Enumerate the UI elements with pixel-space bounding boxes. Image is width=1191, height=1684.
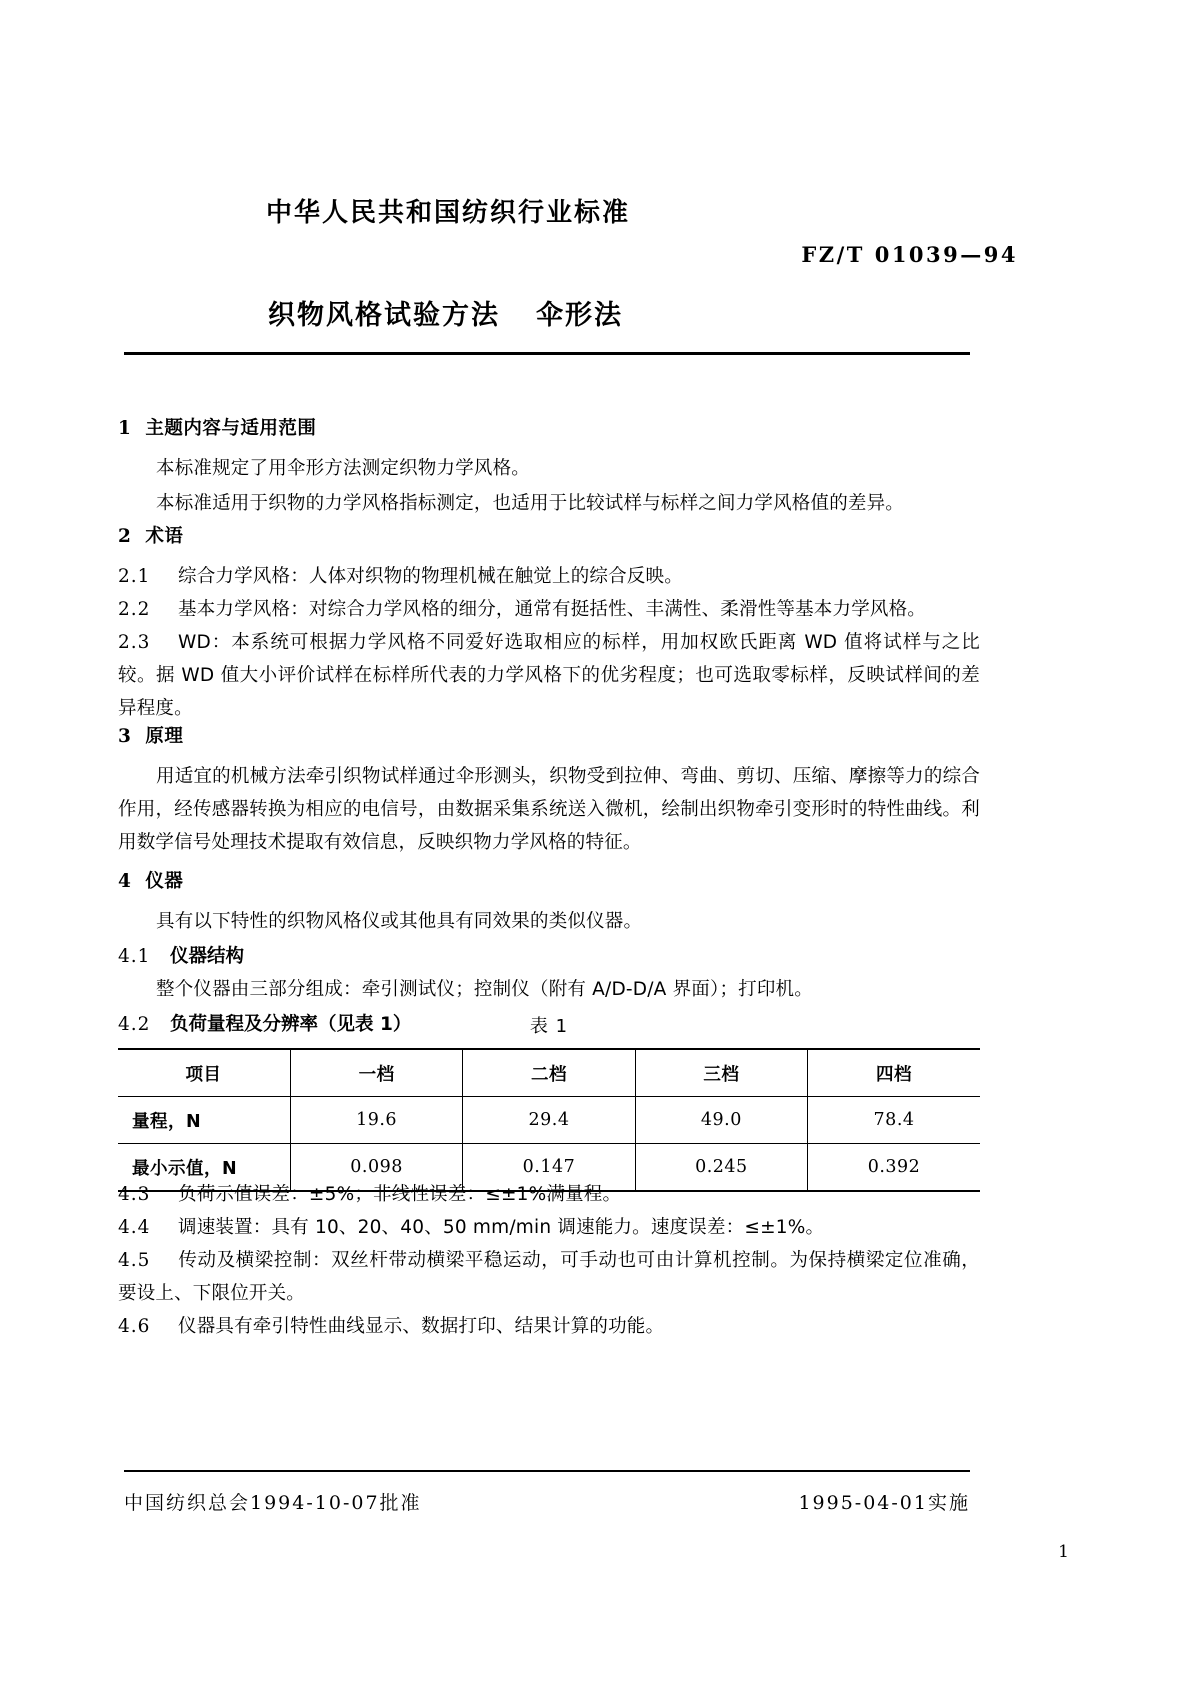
approval-note: 中国纺织总会1994-10-07批准 bbox=[124, 1492, 422, 1514]
issuing-organization: 中华人民共和国纺织行业标准 bbox=[266, 198, 631, 228]
clause-2-3-label: 2.3 bbox=[118, 632, 151, 653]
section-4-paragraph-1: 具有以下特性的织物风格仪或其他具有同效果的类似仪器。 bbox=[156, 911, 643, 932]
section-1-number: 1 bbox=[118, 418, 132, 439]
document-title-sub: 伞形法 bbox=[536, 300, 623, 331]
clause-4-1-text: 整个仪器由三部分组成：牵引测试仪；控制仪（附有 A/D-D/A 界面）；打印机。 bbox=[156, 979, 813, 1000]
table-row-label: 最小示值，N bbox=[118, 1144, 290, 1192]
table-cell: 0.392 bbox=[808, 1144, 980, 1192]
section-2 bbox=[118, 500, 980, 725]
clause-4-5-label: 4.5 bbox=[118, 1250, 151, 1271]
section-1-title: 主题内容与适用范围 bbox=[145, 418, 317, 439]
clause-2-3-text: WD：本系统可根据力学风格不同爱好选取相应的标样，用加权欧氏距离 WD 值将试样与之比较。据 WD 值大小评价试样在标样所代表的力学风格下的优劣程度；也可选取零标样，反映试样间的差异程度。 bbox=[118, 632, 980, 719]
clause-4-1-title: 仪器结构 bbox=[170, 946, 245, 967]
table-cell: 49.0 bbox=[635, 1097, 807, 1144]
standard-number: FZ/T 01039—94 bbox=[801, 242, 1018, 267]
table-header-row bbox=[118, 1049, 980, 1097]
clause-2-1-text: 综合力学风格：人体对织物的物理机械在触觉上的综合反映。 bbox=[178, 566, 683, 587]
section-4-clauses bbox=[118, 1178, 980, 1343]
section-1-paragraph-1: 本标准规定了用伞形方法测定织物力学风格。 bbox=[156, 458, 531, 479]
clause-4-5-text: 传动及横梁控制：双丝杆带动横梁平稳运动，可手动也可由计算机控制。为保持横梁定位准确，要设上、下限位开关。 bbox=[118, 1250, 980, 1304]
table-1-caption: 表 1 bbox=[529, 1016, 569, 1037]
masthead bbox=[140, 192, 1018, 332]
clause-4-4-label: 4.4 bbox=[118, 1217, 151, 1238]
section-2-heading bbox=[118, 522, 980, 548]
section-3-paragraph-1: 用适宜的机械方法牵引织物试样通过伞形测头，织物受到拉伸、弯曲、剪切、压缩、摩擦等力的综合作用，经传感器转换为相应的电信号，由数据采集系统送入微机，绘制出织物牵引变形时的特性曲线。利用数学信号处理技术提取有效信息，反映织物力学风格的特征。 bbox=[118, 766, 980, 853]
document-title-main: 织物风格试验方法 bbox=[268, 300, 500, 331]
table-cell: 0.147 bbox=[463, 1144, 635, 1192]
footer bbox=[124, 1488, 970, 1515]
clause-4-5 bbox=[118, 1244, 980, 1310]
table-cell: 19.6 bbox=[290, 1097, 462, 1144]
clause-2-2-text: 基本力学风格：对综合力学风格的细分，通常有挺括性、丰满性、柔滑性等基本力学风格。 bbox=[178, 599, 927, 620]
section-1-heading bbox=[118, 414, 980, 440]
table-header-cell: 一档 bbox=[290, 1049, 462, 1097]
section-4-title: 仪器 bbox=[145, 871, 184, 892]
clause-4-4 bbox=[118, 1211, 980, 1244]
document-title bbox=[268, 293, 1000, 332]
table-header-cell: 项目 bbox=[118, 1049, 290, 1097]
table-cell: 29.4 bbox=[463, 1097, 635, 1144]
section-3-title: 原理 bbox=[145, 726, 184, 747]
section-3-heading bbox=[118, 722, 980, 748]
clause-4-1-heading bbox=[118, 940, 980, 973]
section-4-heading bbox=[118, 867, 980, 893]
section-3 bbox=[118, 700, 980, 861]
table-cell: 0.245 bbox=[635, 1144, 807, 1192]
table-row bbox=[118, 1097, 980, 1144]
clause-2-2 bbox=[118, 593, 980, 626]
clause-4-4-text: 调速装置：具有 10、20、40、50 mm/min 调速能力。速度误差：≤±1%。 bbox=[178, 1217, 825, 1238]
section-4-number: 4 bbox=[118, 871, 132, 892]
clause-2-2-label: 2.2 bbox=[118, 599, 151, 620]
clause-2-1 bbox=[118, 560, 980, 593]
clause-4-2-title: 负荷量程及分辨率（见表 1） bbox=[170, 1014, 412, 1035]
header-divider bbox=[124, 352, 970, 355]
clause-4-3-text: 负荷示值误差：±5%；非线性误差：≤±1%满量程。 bbox=[178, 1184, 622, 1205]
clause-4-2-label: 4.2 bbox=[118, 1014, 151, 1035]
table-row-label: 量程，N bbox=[118, 1097, 290, 1144]
implementation-note: 1995-04-01实施 bbox=[798, 1492, 970, 1514]
clause-2-1-label: 2.1 bbox=[118, 566, 151, 587]
table-cell: 78.4 bbox=[808, 1097, 980, 1144]
table-header-cell: 三档 bbox=[635, 1049, 807, 1097]
table-1-container bbox=[118, 1012, 980, 1192]
table-header-cell: 四档 bbox=[808, 1049, 980, 1097]
clause-4-6 bbox=[118, 1310, 980, 1343]
clause-4-6-text: 仪器具有牵引特性曲线显示、数据打印、结果计算的功能。 bbox=[178, 1316, 665, 1337]
clause-4-3 bbox=[118, 1178, 980, 1211]
clause-4-1-label: 4.1 bbox=[118, 946, 151, 967]
clause-4-3-label: 4.3 bbox=[118, 1184, 151, 1205]
table-1 bbox=[118, 1048, 980, 1192]
section-2-number: 2 bbox=[118, 526, 132, 547]
page-number: 1 bbox=[1058, 1542, 1069, 1562]
table-header-cell: 二档 bbox=[463, 1049, 635, 1097]
table-cell: 0.098 bbox=[290, 1144, 462, 1192]
section-3-number: 3 bbox=[118, 726, 132, 747]
clause-4-6-label: 4.6 bbox=[118, 1316, 151, 1337]
section-1-paragraph-2: 本标准适用于织物的力学风格指标测定，也适用于比较试样与标样之间力学风格值的差异。 bbox=[156, 493, 905, 514]
section-2-title: 术语 bbox=[145, 526, 184, 547]
footer-divider bbox=[124, 1470, 970, 1472]
